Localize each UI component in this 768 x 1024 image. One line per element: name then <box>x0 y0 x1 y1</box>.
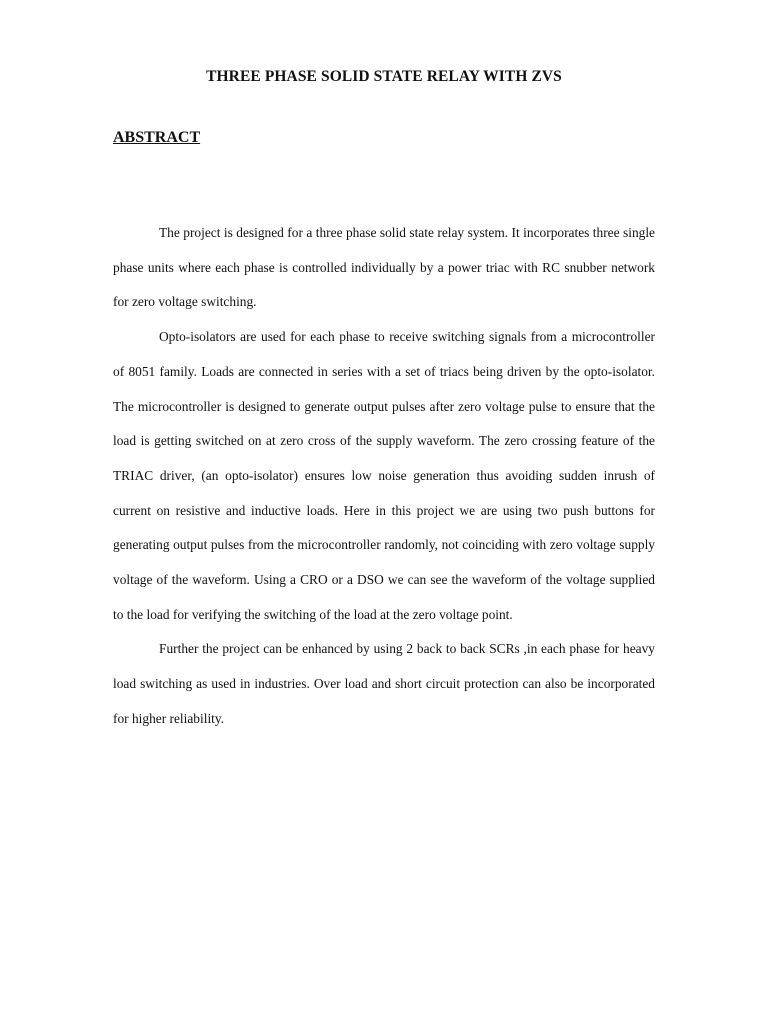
document-title: THREE PHASE SOLID STATE RELAY WITH ZVS <box>206 68 562 85</box>
abstract-body <box>113 216 655 737</box>
abstract-paragraph-2: Opto-isolators are used for each phase to receive switching signals from a microcontroller of 8051 family. Loads are connected in series with a set of triacs being driven by the opto-isolator. The microcontroller is designed to generate output pulses after zero voltage pulse to ensure that the load is getting switched on at zero cross of the supply waveform. The zero crossing feature of the TRIAC driver, (an opto-isolator) ensures low noise generation thus avoiding sudden inrush of current on resistive and inductive loads. Here in this project we are using two push buttons for generating output pulses from the microcontroller randomly, not coinciding with zero voltage supply voltage of the waveform. Using a CRO or a DSO we can see the waveform of the voltage supplied to the load for verifying the switching of the load at the zero voltage point. <box>113 329 655 622</box>
abstract-paragraph-1: The project is designed for a three phase solid state relay system. It incorporates three single phase units where each phase is controlled individually by a power triac with RC snubber network for zero voltage switching. <box>113 225 655 310</box>
abstract-paragraph-3: Further the project can be enhanced by using 2 back to back SCRs ,in each phase for heavy load switching as used in industries. Over load and short circuit protection can also be incorporated for higher reliability. <box>113 641 655 726</box>
abstract-heading: ABSTRACT <box>113 129 201 146</box>
